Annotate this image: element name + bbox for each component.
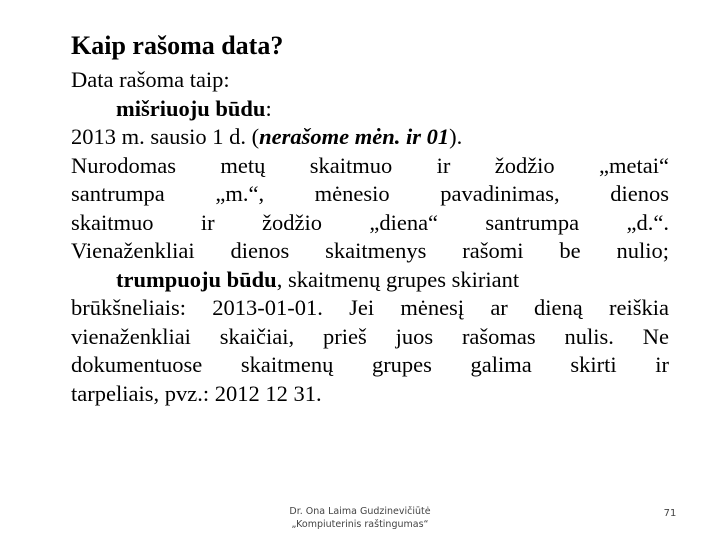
- footer-course: „Kompiuterinis raštingumas“: [291, 519, 429, 530]
- section1-line1: Nurodomas metų skaitmuo ir žodžio „metai“: [71, 152, 669, 178]
- example-bold: nerašome mėn. ir 01: [259, 124, 450, 149]
- example-end: ).: [449, 124, 463, 149]
- example-start: 2013 m. sausio 1 d. (: [71, 124, 260, 149]
- slide-title: Kaip rašoma data?: [71, 31, 284, 60]
- footer-author: Dr. Ona Laima Gudzinevičiūtė: [289, 506, 431, 517]
- section2-line2: brūkšneliais: 2013-01-01. Jei mėnesį ar dieną reiškia: [71, 295, 669, 320]
- slide-body: [71, 66, 669, 408]
- section1-line4: Vienaženkliai dienos skaitmenys rašomi be nulio;: [71, 238, 669, 263]
- section1-heading-line: [71, 95, 669, 124]
- section1-line2: santrumpa „m.“, mėnesio pavadinimas, dienos: [71, 181, 669, 206]
- intro-text: Data rašoma taip:: [71, 67, 230, 92]
- section2-line3: vienaženkliai skaičiai, prieš juos rašomas nulis. Ne: [71, 323, 669, 349]
- section2-first-line: [71, 266, 669, 295]
- section1-heading: mišriuoju būdu: [116, 95, 266, 121]
- slide-footer: [240, 505, 480, 531]
- section1-heading-suffix: :: [265, 95, 272, 121]
- page-number: 71: [663, 508, 677, 519]
- section2-line5: tarpeliais, pvz.: 2012 12 31.: [71, 380, 322, 406]
- section2-line4: dokumentuose skaitmenų grupes galima skirti ir: [71, 352, 669, 377]
- section1-line3: skaitmuo ir žodžio „diena“ santrumpa „d.“.: [71, 209, 669, 235]
- section1-description: [71, 152, 669, 266]
- section2-heading: trumpuoju būdu: [116, 266, 277, 292]
- section2-text-after-heading: , skaitmenų grupes skiriant: [276, 266, 520, 292]
- section2-description: [71, 294, 669, 408]
- section1-example: [71, 123, 669, 152]
